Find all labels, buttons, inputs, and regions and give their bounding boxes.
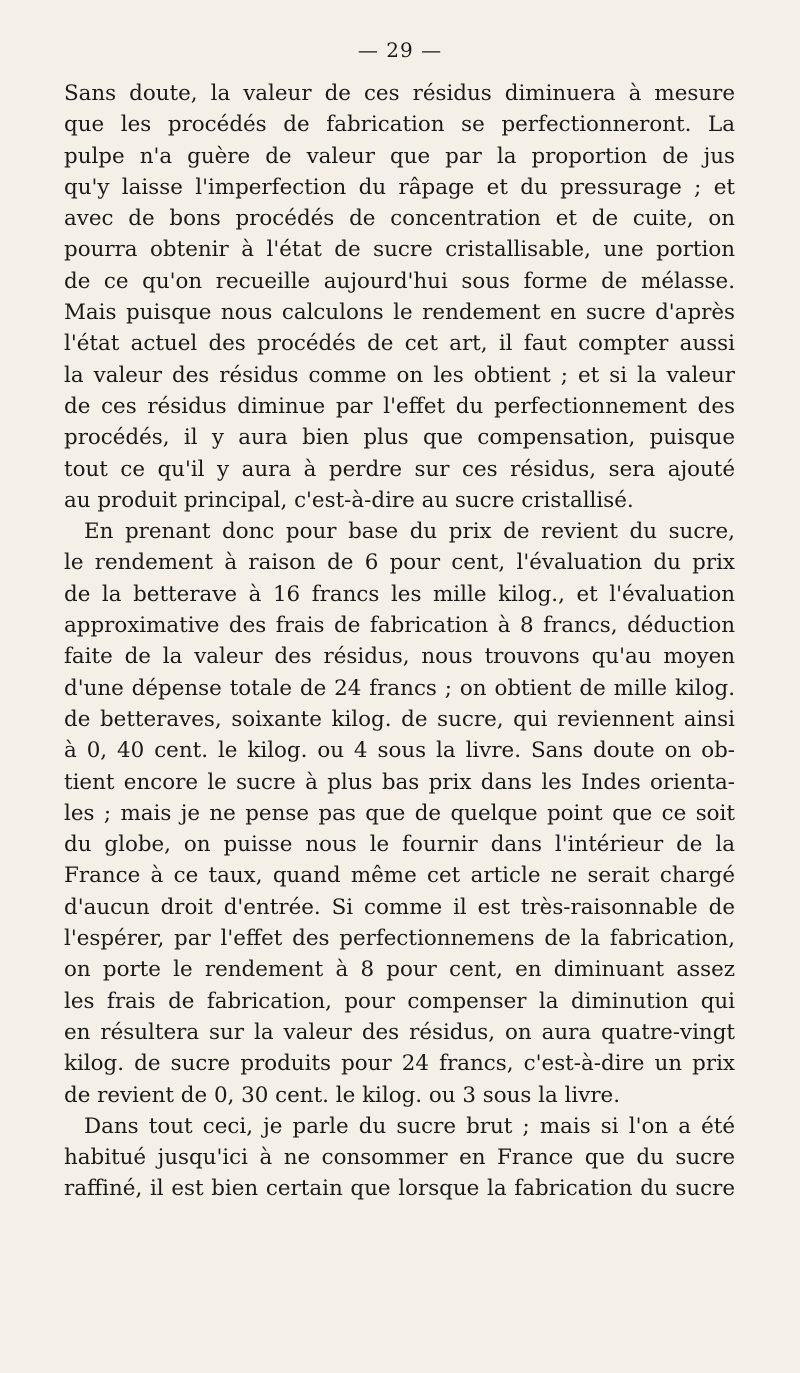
text-line: à 0, 40 cent. le kilog. ou 4 sous la livre. Sans doute on ob- [64, 738, 735, 764]
text-line: l'état actuel des procédés de cet art, il faut compter aussi [64, 331, 735, 357]
text-line: de revient de 0, 30 cent. le kilog. ou 3 sous la livre. [64, 1082, 621, 1108]
text-line: qu'y laisse l'imperfection du râpage et du pressurage ; et [64, 174, 735, 200]
text-line: faite de la valeur des résidus, nous trouvons qu'au moyen [64, 644, 735, 670]
text-line: le rendement à raison de 6 pour cent, l'évaluation du prix [64, 550, 735, 576]
text-line: de ces résidus diminue par l'effet du perfectionnement des [64, 393, 735, 419]
text-line: au produit principal, c'est-à-dire au sucre cristallisé. [64, 487, 634, 513]
text-line: du globe, on puisse nous le fournir dans l'intérieur de la [64, 832, 735, 858]
text-line: habitué jusqu'ici à ne consommer en France que du sucre [64, 1145, 735, 1171]
text-line: d'une dépense totale de 24 francs ; on obtient de mille kilog. [64, 675, 735, 701]
text-line: Sans doute, la valeur de ces résidus diminuera à mesure [64, 81, 735, 106]
text-line: pulpe n'a guère de valeur que par la proportion de jus [64, 143, 735, 169]
text-line: approximative des frais de fabrication à 8 francs, déduction [64, 613, 735, 639]
text-line: pourra obtenir à l'état de sucre cristallisable, une portion [64, 237, 735, 263]
text-line: la valeur des résidus comme on les obtient ; et si la valeur [64, 362, 735, 388]
text-line: Mais puisque nous calculons le rendement en sucre d'après [64, 300, 735, 326]
text-line: raffiné, il est bien certain que lorsque la fabrication du sucre [64, 1176, 735, 1202]
text-line: procédés, il y aura bien plus que compensation, puisque [64, 425, 735, 451]
text-line: les frais de fabrication, pour compenser la diminution qui [64, 988, 735, 1014]
text-line: tout ce qu'il y aura à perdre sur ces résidus, sera ajouté [64, 456, 735, 482]
text-line: avec de bons procédés de concentration et de cuite, on [64, 206, 735, 232]
paragraph-start-line: Dans tout ceci, je parle du sucre brut ; mais si l'on a été [84, 1113, 735, 1139]
text-line: d'aucun droit d'entrée. Si comme il est très-raisonnable de [64, 894, 735, 920]
text-line: de betteraves, soixante kilog. de sucre, qui reviennent ainsi [64, 706, 735, 732]
text-line: que les procédés de fabrication se perfectionneront. La [64, 112, 735, 138]
text-line: en résultera sur la valeur des résidus, on aura quatre-vingt [64, 1019, 735, 1045]
text-line: les ; mais je ne pense pas que de quelque point que ce soit [64, 800, 735, 826]
text-line: on porte le rendement à 8 pour cent, en diminuant assez [64, 957, 735, 983]
text-line: France à ce taux, quand même cet article ne serait chargé [64, 863, 735, 889]
page-number: — 29 — [357, 38, 443, 62]
text-line: kilog. de sucre produits pour 24 francs, c'est-à-dire un prix [64, 1051, 735, 1077]
text-line: de la betterave à 16 francs les mille kilog., et l'évaluation [64, 581, 735, 607]
text-line: l'espérer, par l'effet des perfectionnemens de la fabrication, [64, 926, 735, 952]
text-line: de ce qu'on recueille aujourd'hui sous forme de mélasse. [64, 268, 735, 294]
paragraph-start-line: En prenant donc pour base du prix de revient du sucre, [84, 519, 735, 545]
body-text [64, 78, 735, 1205]
text-line: tient encore le sucre à plus bas prix dans les Indes orienta- [64, 769, 735, 795]
